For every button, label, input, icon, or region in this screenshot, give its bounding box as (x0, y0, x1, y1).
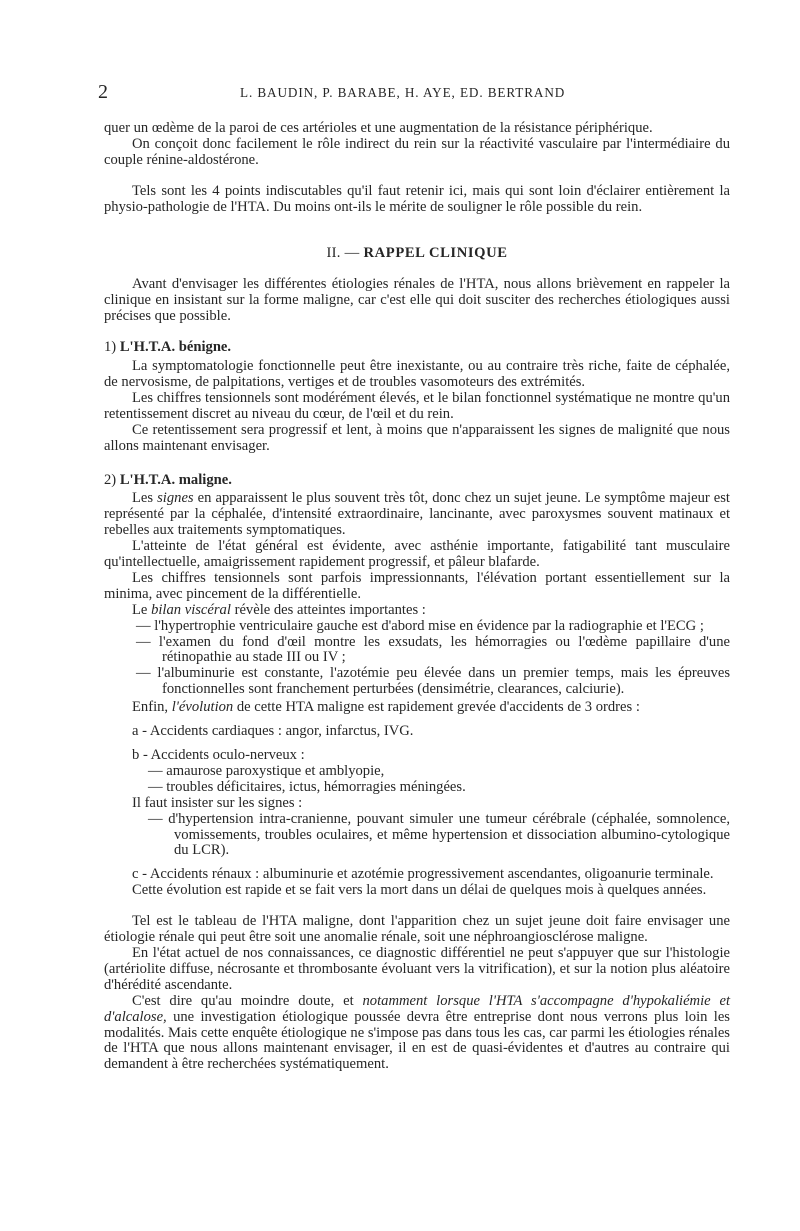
text-run: révèle des atteintes importantes : (234, 601, 426, 618)
subsection-heading (104, 340, 730, 356)
section-number: II. — (326, 244, 360, 261)
list-item: Il faut insister sur les signes : (132, 794, 303, 811)
paragraph: On conçoit donc facilement le rôle indirect du rein sur la réactivité vasculaire par l'intermédiaire du couple rénine-aldostérone. (104, 135, 730, 168)
paragraph (104, 994, 730, 1074)
subsection-title: L'H.T.A. bénigne. (119, 339, 232, 356)
paragraph (104, 603, 730, 619)
paragraph: L'atteinte de l'état général est évidente, avec asthénie importante, fatigabilité tant musculaire qu'intellectuelle, amaigrissement rapidement progressif, et pâleur blafarde. (104, 538, 730, 571)
paragraph: La symptomatologie fonctionnelle peut être inexistante, ou au contraire très riche, faite de céphalée, de nervosisme, de palpitations, vertiges et de troubles vasomoteurs des extrémités. (104, 358, 730, 390)
paragraph: Les chiffres tensionnels sont modérément élevés, et le bilan fonctionnel systématique ne montre qu'un retentissement discret au niveau du cœur, de l'œil et du rein. (104, 389, 730, 422)
paragraph: quer un œdème de la paroi de ces artérioles et une augmentation de la résistance périphérique. (104, 120, 653, 136)
paragraph: Les chiffres tensionnels sont parfois impressionnants, l'élévation portant essentiellement sur la minima, avec pincement de la différentielle. (104, 569, 730, 602)
list-item: a - Accidents cardiaques : angor, infarctus, IVG. (132, 723, 414, 740)
running-header (98, 80, 598, 104)
paragraph (104, 491, 730, 539)
list-item: b - Accidents oculo-nerveux : (132, 747, 305, 763)
list-item: c - Accidents rénaux : albuminurie et azotémie progressivement ascendantes, oligoanurie terminale. (132, 866, 714, 883)
emphasis: signes (157, 490, 194, 507)
text-run: en apparaissent le plus souvent très tôt, donc chez un sujet jeune. Le symptôme majeur est représenté par la céphalée, d'intensité extraordinaire, lancinante, avec paroxysmes souvent matinaux et rebelles aux traitements symptomatiques. (104, 490, 730, 539)
emphasis: l'évolution (171, 699, 234, 716)
subsection-number: 2) (104, 471, 117, 488)
text-run: C'est dire qu'au moindre doute, et (132, 992, 354, 1009)
list-item: — d'hypertension intra-cranienne, pouvant simuler une tumeur cérébrale (céphalée, somnolence, vomissements, troubles oculaires, et même hypertension et dissociation albumino-cytologique du LCR). (148, 810, 730, 859)
text-run: de cette HTA maligne est rapidement grevée d'accidents de 3 ordres : (236, 699, 640, 716)
text-run: Le (132, 601, 148, 618)
running-title: L. BAUDIN, P. BARABE, H. AYE, ED. BERTRAND (240, 85, 566, 100)
section-heading (104, 246, 730, 262)
page-number: 2 (98, 81, 108, 103)
list-item: — amaurose paroxystique et amblyopie, (148, 762, 385, 779)
emphasis: bilan viscéral (151, 601, 231, 618)
subsection-heading (104, 473, 730, 489)
subsection-number: 1) (104, 339, 117, 356)
article-body (104, 121, 730, 1073)
paragraph: Cette évolution est rapide et se fait vers la mort dans un délai de quelques mois à quelques années. (132, 882, 707, 899)
list-item: — troubles déficitaires, ictus, hémorragies méningées. (148, 778, 466, 795)
paragraph: Ce retentissement sera progressif et lent, à moins que n'apparaissent les signes de malignité que nous allons maintenant envisager. (104, 421, 730, 454)
subsection-title: L'H.T.A. maligne. (119, 471, 232, 488)
paragraph (104, 700, 730, 716)
list-item: — l'examen du fond d'œil montre les exsudats, les hémorragies ou l'œdème papillaire d'une rétinopathie au stade III ou IV ; (136, 633, 730, 666)
text-run: Les (132, 490, 154, 507)
text-run: une investigation étiologique poussée devra être entreprise dont nous verrons plus loin les modalités. Mais cette enquête étiologique ne s'impose pas dans tous les cas, car parmi les étiologies rénales de l'HTA que nous allons maintenant envisager, il en est de quasi-évidentes et d'autres au contraire qui demandent à être recherchées systématiquement. (104, 1008, 730, 1073)
paragraph: En l'état actuel de nos connaissances, ce diagnostic différentiel ne peut s'appuyer que sur l'histologie (artériolite diffuse, nécrosante et thrombosante évoluant vers la vitrification), et sur la notion plus aléatoire d'hérédité ascendante. (104, 944, 730, 993)
section-title: RAPPEL CLINIQUE (363, 244, 508, 261)
text-run: Enfin, (132, 699, 169, 716)
list-item: — l'hypertrophie ventriculaire gauche est d'abord mise en évidence par la radiographie et l'ECG ; (136, 617, 704, 634)
emphasis: notamment lorsque l'HTA s'accompagne d'hypokaliémie et d'alcalose, (104, 992, 730, 1025)
paragraph: Avant d'envisager les différentes étiologies rénales de l'HTA, nous allons brièvement en rappeler la clinique en insistant sur la forme maligne, car c'est elle qui doit susciter des recherches étiologiques aussi précises que possible. (104, 276, 730, 325)
paragraph: Tel est le tableau de l'HTA maligne, dont l'apparition chez un sujet jeune doit faire envisager une étiologie rénale qui peut être soit une anomalie rénale, soit une néphroangiosclérose maligne. (104, 913, 730, 946)
list-item: — l'albuminurie est constante, l'azotémie peu élevée dans un premier temps, mais les épreuves fonctionnelles sont franchement perturbées (densimétrie, clearances, calciurie). (136, 665, 730, 698)
paragraph: Tels sont les 4 points indiscutables qu'il faut retenir ici, mais qui sont loin d'éclairer entièrement la physio-pathologie de l'HTA. Du moins ont-ils le mérite de souligner le rôle possible du rein. (104, 182, 730, 215)
